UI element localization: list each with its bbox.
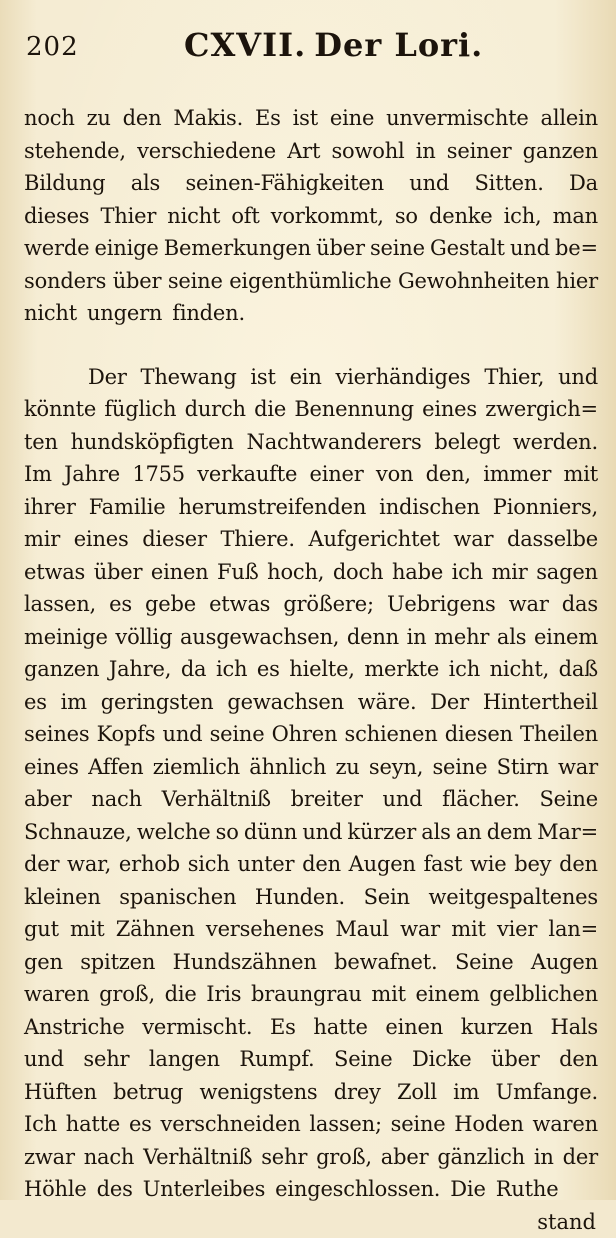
text-line: Ich hatte es verschneiden lassen; seine Hoden waren xyxy=(24,1112,598,1136)
chapter-numeral: CXVII. xyxy=(184,26,307,64)
text-line: zwar nach Verhältniß sehr groß, aber gänzlich in der xyxy=(24,1144,598,1169)
text-line: der war, erhob sich unter den Augen fast wie bey den xyxy=(24,852,598,876)
text-line: dieses Thier nicht oft vorkommt, so denke ich, man xyxy=(24,203,598,228)
text-line: ihrer Familie herumstreifenden indischen Pionniers, xyxy=(24,494,598,519)
text-line: gen spitzen Hundszähnen bewafnet. Seine Augen xyxy=(24,949,598,974)
text-line: lassen, es gebe etwas größere; Uebrigens war das xyxy=(24,592,598,616)
paragraph-gap xyxy=(24,330,598,361)
text-line: stehende, verschiedene Art sowohl in seiner ganzen xyxy=(24,138,598,163)
text-line: etwas über einen Fuß hoch, doch habe ich mir sagen xyxy=(24,559,598,584)
text-line: Hüften betrug wenigstens drey Zoll im Umfange. xyxy=(24,1079,598,1104)
text-line: eines Affen ziemlich ähnlich zu seyn, seine Stirn war xyxy=(24,754,598,779)
text-line: sonders über seine eigenthümliche Gewohnheiten hier xyxy=(24,268,598,293)
body-text xyxy=(24,102,598,1206)
text-line: nicht ungern finden. xyxy=(24,301,245,325)
text-line: Schnauze, welche so dünn und kürzer als an dem Mar= xyxy=(24,819,598,844)
text-line: Höhle des Unterleibes eingeschlossen. Die Ruthe xyxy=(24,1177,559,1201)
text-line: es im geringsten gewachsen wäre. Der Hintertheil xyxy=(24,689,598,714)
catchword: stand xyxy=(537,1209,596,1234)
text-line: und sehr langen Rumpf. Seine Dicke über den xyxy=(24,1047,598,1071)
text-line: seines Kopfs und seine Ohren schienen diesen Theilen xyxy=(24,722,598,746)
page-number: 202 xyxy=(26,32,79,62)
text-line: könnte füglich durch die Benennung eines zwergich= xyxy=(24,397,598,421)
text-line: kleinen spanischen Hunden. Sein weitgespaltenes xyxy=(24,884,598,909)
paragraph xyxy=(24,102,598,330)
page-header xyxy=(24,20,598,72)
text-line: ganzen Jahre, da ich es hielte, merkte ich nicht, daß xyxy=(24,657,598,681)
running-head xyxy=(184,26,483,64)
text-line: Im Jahre 1755 verkaufte einer von den, immer mit xyxy=(24,462,598,486)
text-line: aber nach Verhältniß breiter und flächer. Seine xyxy=(24,787,598,811)
chapter-title: Der Lori. xyxy=(314,26,484,64)
paragraph xyxy=(24,361,598,1206)
text-line: Bildung als seinen-Fähigkeiten und Sitten. Da xyxy=(24,171,598,195)
text-line: gut mit Zähnen versehenes Maul war mit vier lan= xyxy=(24,917,598,941)
text-line: meinige völlig ausgewachsen, denn in mehr als einem xyxy=(24,624,598,649)
text-line: ten hundsköpfigten Nachtwanderers belegt werden. xyxy=(24,429,598,454)
text-line: mir eines dieser Thiere. Aufgerichtet war dasselbe xyxy=(24,527,598,551)
text-line: Der Thewang ist ein vierhändiges Thier, und xyxy=(88,364,598,389)
text-line: noch zu den Makis. Es ist eine unvermischte allein xyxy=(24,106,598,130)
text-line: werde einige Bemerkungen über seine Gestalt und be= xyxy=(24,236,598,260)
text-line: waren groß, die Iris braungrau mit einem gelblichen xyxy=(24,982,598,1006)
text-line: Anstriche vermischt. Es hatte einen kurzen Hals xyxy=(24,1014,598,1039)
